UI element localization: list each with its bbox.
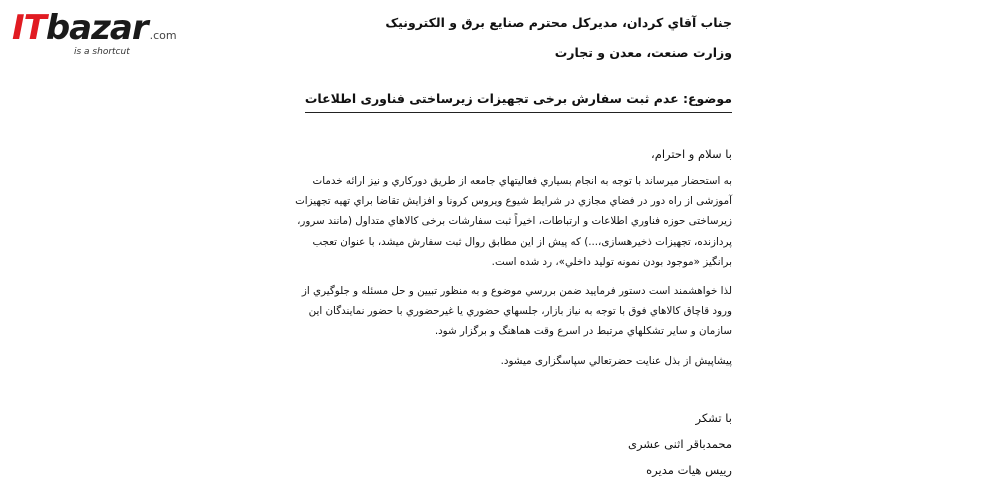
paragraph-1-line: زيرساختی حوزه فناوري اطلاعات و ارتباطات، اخيراً ثبت سفارشات برخی کالاهاي متداول (مانند سرور، <box>297 215 732 228</box>
paragraph-1-line: برانگيز «موجود بودن نمونه توليد داخلي»، رد شده است. <box>491 255 732 268</box>
recipient-line-1: جناب آقاي کردان، مديرکل محترم صنايع برق و الکترونيک <box>385 15 732 30</box>
subject-block <box>262 88 732 113</box>
closing-block <box>262 405 732 483</box>
logo-tagline: is a shortcut <box>74 47 130 57</box>
signer-name: محمدباقر اثنی عشری <box>627 436 732 451</box>
paragraph-2-line: سازمان و ساير تشکلهاي مرتبط در اسرع وقت هماهنگ و برگزار شود. <box>434 325 732 338</box>
itbazar-logo <box>12 8 177 68</box>
closing-thanks: با تشکر <box>695 410 732 425</box>
letter-body <box>262 14 732 483</box>
logo-bazar: bazar <box>45 8 148 48</box>
letter-subject: موضوع: عدم ثبت سفارش برخی تجهیزات زیرساختی فناوری اطلاعات <box>305 90 732 113</box>
paragraph-1-line: آموزشی از راه دور در فضاي مجازي در شرايط شيوع ويروس کرونا و افزايش تقاضا براي تهيه تجهيزات <box>295 195 732 208</box>
signer-title: رييس هيات مديره <box>646 462 732 477</box>
recipient-line-2: وزارت صنعت، معدن و تجارت <box>554 45 732 60</box>
paragraph-2 <box>262 281 732 342</box>
paragraph-3-line: پيشاپيش از بذل عنايت حضرتعالي سپاسگزاری ميشود. <box>500 354 732 367</box>
paragraph-1-line: پردازنده، تجهيزات ذخيرهسازی،...) که پيش از اين مطابق روال ثبت سفارش ميشد، با عنوان تعجب <box>312 235 732 248</box>
paragraph-2-line: لذا خواهشمند است دستور فرماييد ضمن بررسي موضوع و به منظور تبيين و حل مسئله و جلوگيري از <box>301 285 732 298</box>
paragraph-3 <box>262 351 732 371</box>
paragraph-2-line: ورود قاچاق کالاهاي فوق با توجه به نياز بازار، جلسهاي حضوري يا غيرحضوري با حضور نمايندگان اين <box>308 305 732 318</box>
logo-tld: .com <box>149 29 177 42</box>
greeting: با سلام و احترام، <box>651 147 732 161</box>
logo-it: IT <box>12 8 46 48</box>
paragraph-1-line: به استحضار ميرساند با توجه به انجام بسياري فعاليتهاي جامعه از طريق دورکاري و نيز ارائه خدمات <box>312 175 732 187</box>
paragraph-1 <box>262 171 732 272</box>
